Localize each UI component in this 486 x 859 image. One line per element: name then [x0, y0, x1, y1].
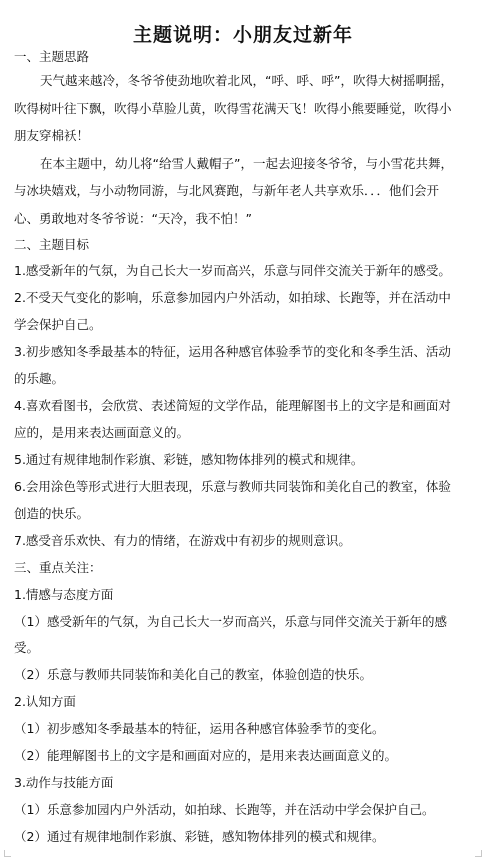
goal-item: 3.初步感知冬季最基本的特征，运用各种感官体验季节的变化和冬季生活、活动 [14, 344, 451, 359]
goal-item-continued: 学会保护自己。 [14, 317, 102, 332]
focus-item: （1）感受新年的气氛，为自己长大一岁而高兴，乐意与同伴交流关于新年的感 [14, 614, 447, 629]
page-corner-mark [4, 850, 11, 857]
goal-item: 6.会用涂色等形式进行大胆表现，乐意与教师共同装饰和美化自己的教室，体验 [14, 479, 451, 494]
focus-item: （2）通过有规律地制作彩旗、彩链，感知物体排列的模式和规律。 [14, 829, 385, 844]
focus-subheading: 2.认知方面 [14, 694, 76, 709]
page-corner-mark [475, 850, 482, 857]
paragraph-line: 心、勇敢地对冬爷爷说：“天冷，我不怕！” [14, 211, 252, 226]
goal-item-continued: 的乐趣。 [14, 371, 65, 386]
focus-item: （2）乐意与教师共同装饰和美化自己的教室，体验创造的快乐。 [14, 667, 372, 682]
focus-subheading: 1.情感与态度方面 [14, 587, 114, 602]
focus-item-continued: 受。 [14, 640, 40, 655]
focus-item: （1）初步感知冬季最基本的特征，运用各种感官体验季节的变化。 [14, 721, 385, 736]
goal-item-continued: 应的，是用来表达画面意义的。 [14, 425, 190, 440]
focus-item: （2）能理解图书上的文字是和画面对应的，是用来表达画面意义的。 [14, 748, 397, 763]
focus-subheading: 3.动作与技能方面 [14, 775, 114, 790]
paragraph-line: 朋友穿棉袄！ [14, 128, 90, 143]
section-heading-2: 二、主题目标 [14, 237, 90, 252]
section-heading-3: 三、重点关注： [14, 560, 102, 575]
goal-item: 7.感受音乐欢快、有力的情绪，在游戏中有初步的规则意识。 [14, 533, 351, 548]
paragraph-line: 吹得树叶往下飘，吹得小草脸儿黄，吹得雪花满天飞！吹得小熊要睡觉，吹得小 [14, 101, 452, 116]
goal-item: 2.不受天气变化的影响，乐意参加园内户外活动，如拍球、长跑等，并在活动中 [14, 290, 451, 305]
paragraph-line: 在本主题中，幼儿将“给雪人戴帽子”，一起去迎接冬爷爷，与小雪花共舞， [40, 156, 453, 171]
goal-item: 1.感受新年的气氛，为自己长大一岁而高兴，乐意与同伴交流关于新年的感受。 [14, 263, 451, 278]
document-title: 主题说明：小朋友过新年 [132, 24, 353, 46]
goal-item: 5.通过有规律地制作彩旗、彩链，感知物体排列的模式和规律。 [14, 452, 364, 467]
focus-item: （1）乐意参加园内户外活动，如拍球、长跑等，并在活动中学会保护自己。 [14, 802, 435, 817]
goal-item: 4.喜欢看图书，会欣赏、表述简短的文学作品，能理解图书上的文字是和画面对 [14, 398, 451, 413]
goal-item-continued: 创造的快乐。 [14, 506, 90, 521]
section-heading-1: 一、主题思路 [14, 49, 90, 64]
paragraph-line: 天气越来越冷，冬爷爷使劲地吹着北风，“呼、呼、呼”，吹得大树摇啊摇， [40, 73, 453, 88]
paragraph-line: 与冰块嬉戏，与小动物同游，与北风赛跑，与新年老人共享欢乐．．．他们会开 [14, 183, 440, 198]
